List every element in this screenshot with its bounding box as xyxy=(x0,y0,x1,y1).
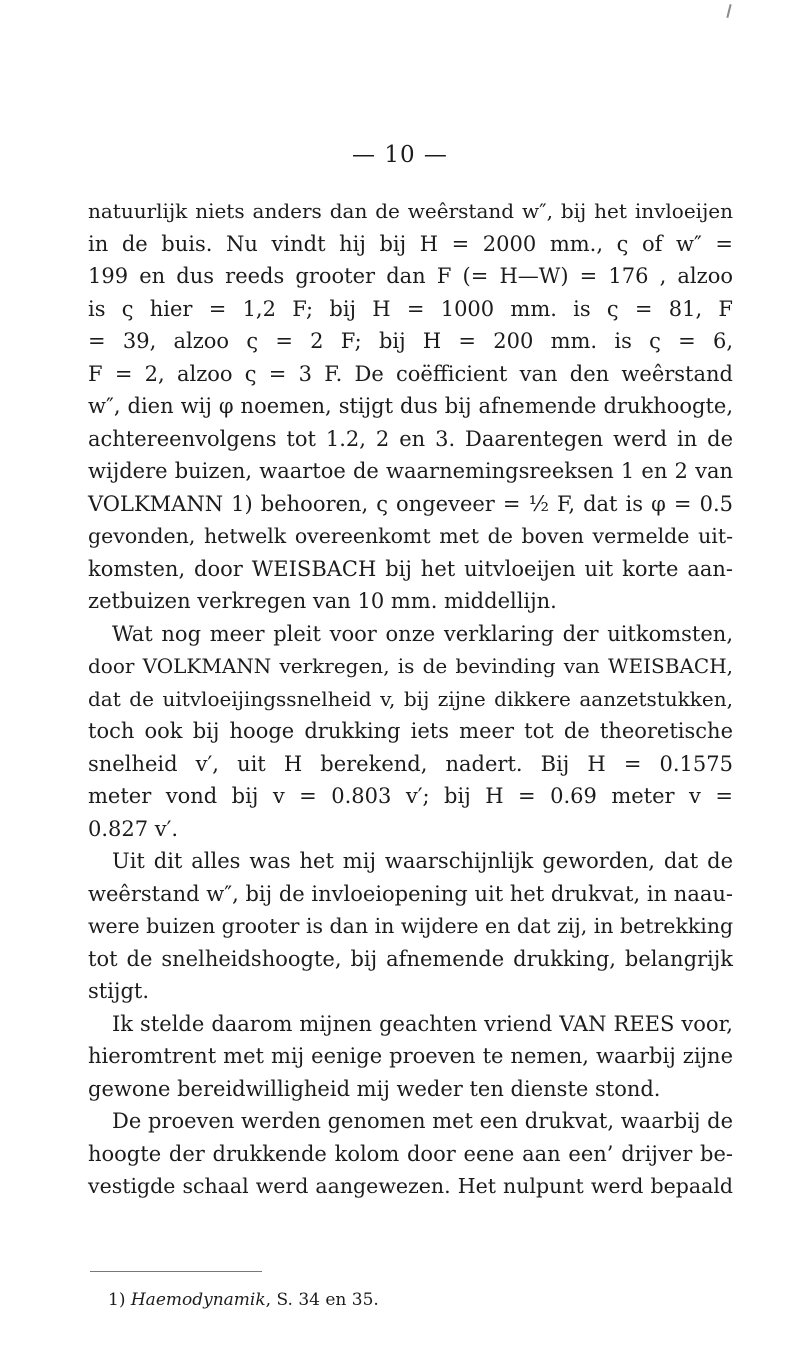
text-line: Wat nog meer pleit voor onze verklaring der uitkomsten, xyxy=(112,621,733,646)
footnote-marker: 1) xyxy=(108,1290,126,1310)
text-line: door VOLKMANN verkregen, is de bevinding van WEISBACH, xyxy=(88,654,733,678)
text-line: meter vond bij v = 0.803 v′; bij H = 0.69 meter v = xyxy=(88,784,733,808)
text-line: VOLKMANN 1) behooren, ς ongeveer = ½ F, dat is φ = 0.5 xyxy=(88,491,733,516)
text-line: achtereenvolgens tot 1.2, 2 en 3. Daarentegen werd in de xyxy=(88,426,733,451)
text-line: Ik stelde daarom mijnen geachten vriend VAN REES voor, xyxy=(112,1011,733,1036)
text-line: gewone bereidwilligheid mij weder ten dienste stond. xyxy=(88,1076,661,1101)
stray-mark xyxy=(726,4,731,18)
text-line: 199 en dus reeds grooter dan F (= H—W) = 176 , alzoo xyxy=(88,264,733,288)
text-line: hieromtrent met mij eenige proeven te nemen, waarbij zijne xyxy=(88,1044,733,1068)
text-line: natuurlijk niets anders dan de weêrstand w″, bij het invloeijen xyxy=(88,199,733,223)
text-line: were buizen grooter is dan in wijdere en dat zij, in betrekking xyxy=(88,914,734,938)
text-line: De proeven werden genomen met een drukvat, waarbij de xyxy=(112,1109,733,1133)
page-number: — 10 — xyxy=(352,142,448,168)
text-line: komsten, door WEISBACH bij het uitvloeijen uit korte aan- xyxy=(88,556,733,581)
text-line: weêrstand w″, bij de invloeiopening uit het drukvat, in naau- xyxy=(88,881,733,906)
footnote-divider xyxy=(90,1271,262,1272)
text-line: wijdere buizen, waartoe de waarnemingsreeksen 1 en 2 van xyxy=(88,459,733,483)
text-line: in de buis. Nu vindt hij bij H = 2000 mm., ς of w″ = xyxy=(88,231,733,256)
footnote xyxy=(108,1289,379,1311)
text-line: tot de snelheidshoogte, bij afnemende drukking, belangrijk xyxy=(88,946,733,971)
text-line: stijgt. xyxy=(88,979,150,1003)
text-line: Uit dit alles was het mij waarschijnlijk geworden, dat de xyxy=(112,849,733,873)
text-line: vestigde schaal werd aangewezen. Het nulpunt werd bepaald xyxy=(88,1174,733,1198)
text-line: = 39, alzoo ς = 2 F; bij H = 200 mm. is ς = 6, xyxy=(88,329,733,353)
footnote-title: Haemodynamik xyxy=(130,1290,266,1310)
text-line: snelheid v′, uit H berekend, nadert. Bij H = 0.1575 xyxy=(88,751,733,776)
body-text xyxy=(88,195,733,1203)
text-line: toch ook bij hooge drukking iets meer tot de theoretische xyxy=(88,719,733,743)
text-line: w″, dien wij φ noemen, stijgt dus bij afnemende drukhoogte, xyxy=(88,394,733,418)
text-line: F = 2, alzoo ς = 3 F. De coëfficient van den weêrstand xyxy=(88,361,733,386)
text-line: dat de uitvloeijingssnelheid v, bij zijne dikkere aanzetstukken, xyxy=(88,686,733,711)
text-line: is ς hier = 1,2 F; bij H = 1000 mm. is ς = 81, F xyxy=(88,296,733,321)
footnote-reference: , S. 34 en 35. xyxy=(265,1290,379,1310)
text-line: zetbuizen verkregen van 10 mm. middellijn. xyxy=(88,589,557,613)
text-line: 0.827 v′. xyxy=(88,816,179,841)
text-line: hoogte der drukkende kolom door eene aan een’ drijver be- xyxy=(88,1141,733,1166)
text-line: gevonden, hetwelk overeenkomt met de boven vermelde uit- xyxy=(88,524,733,548)
